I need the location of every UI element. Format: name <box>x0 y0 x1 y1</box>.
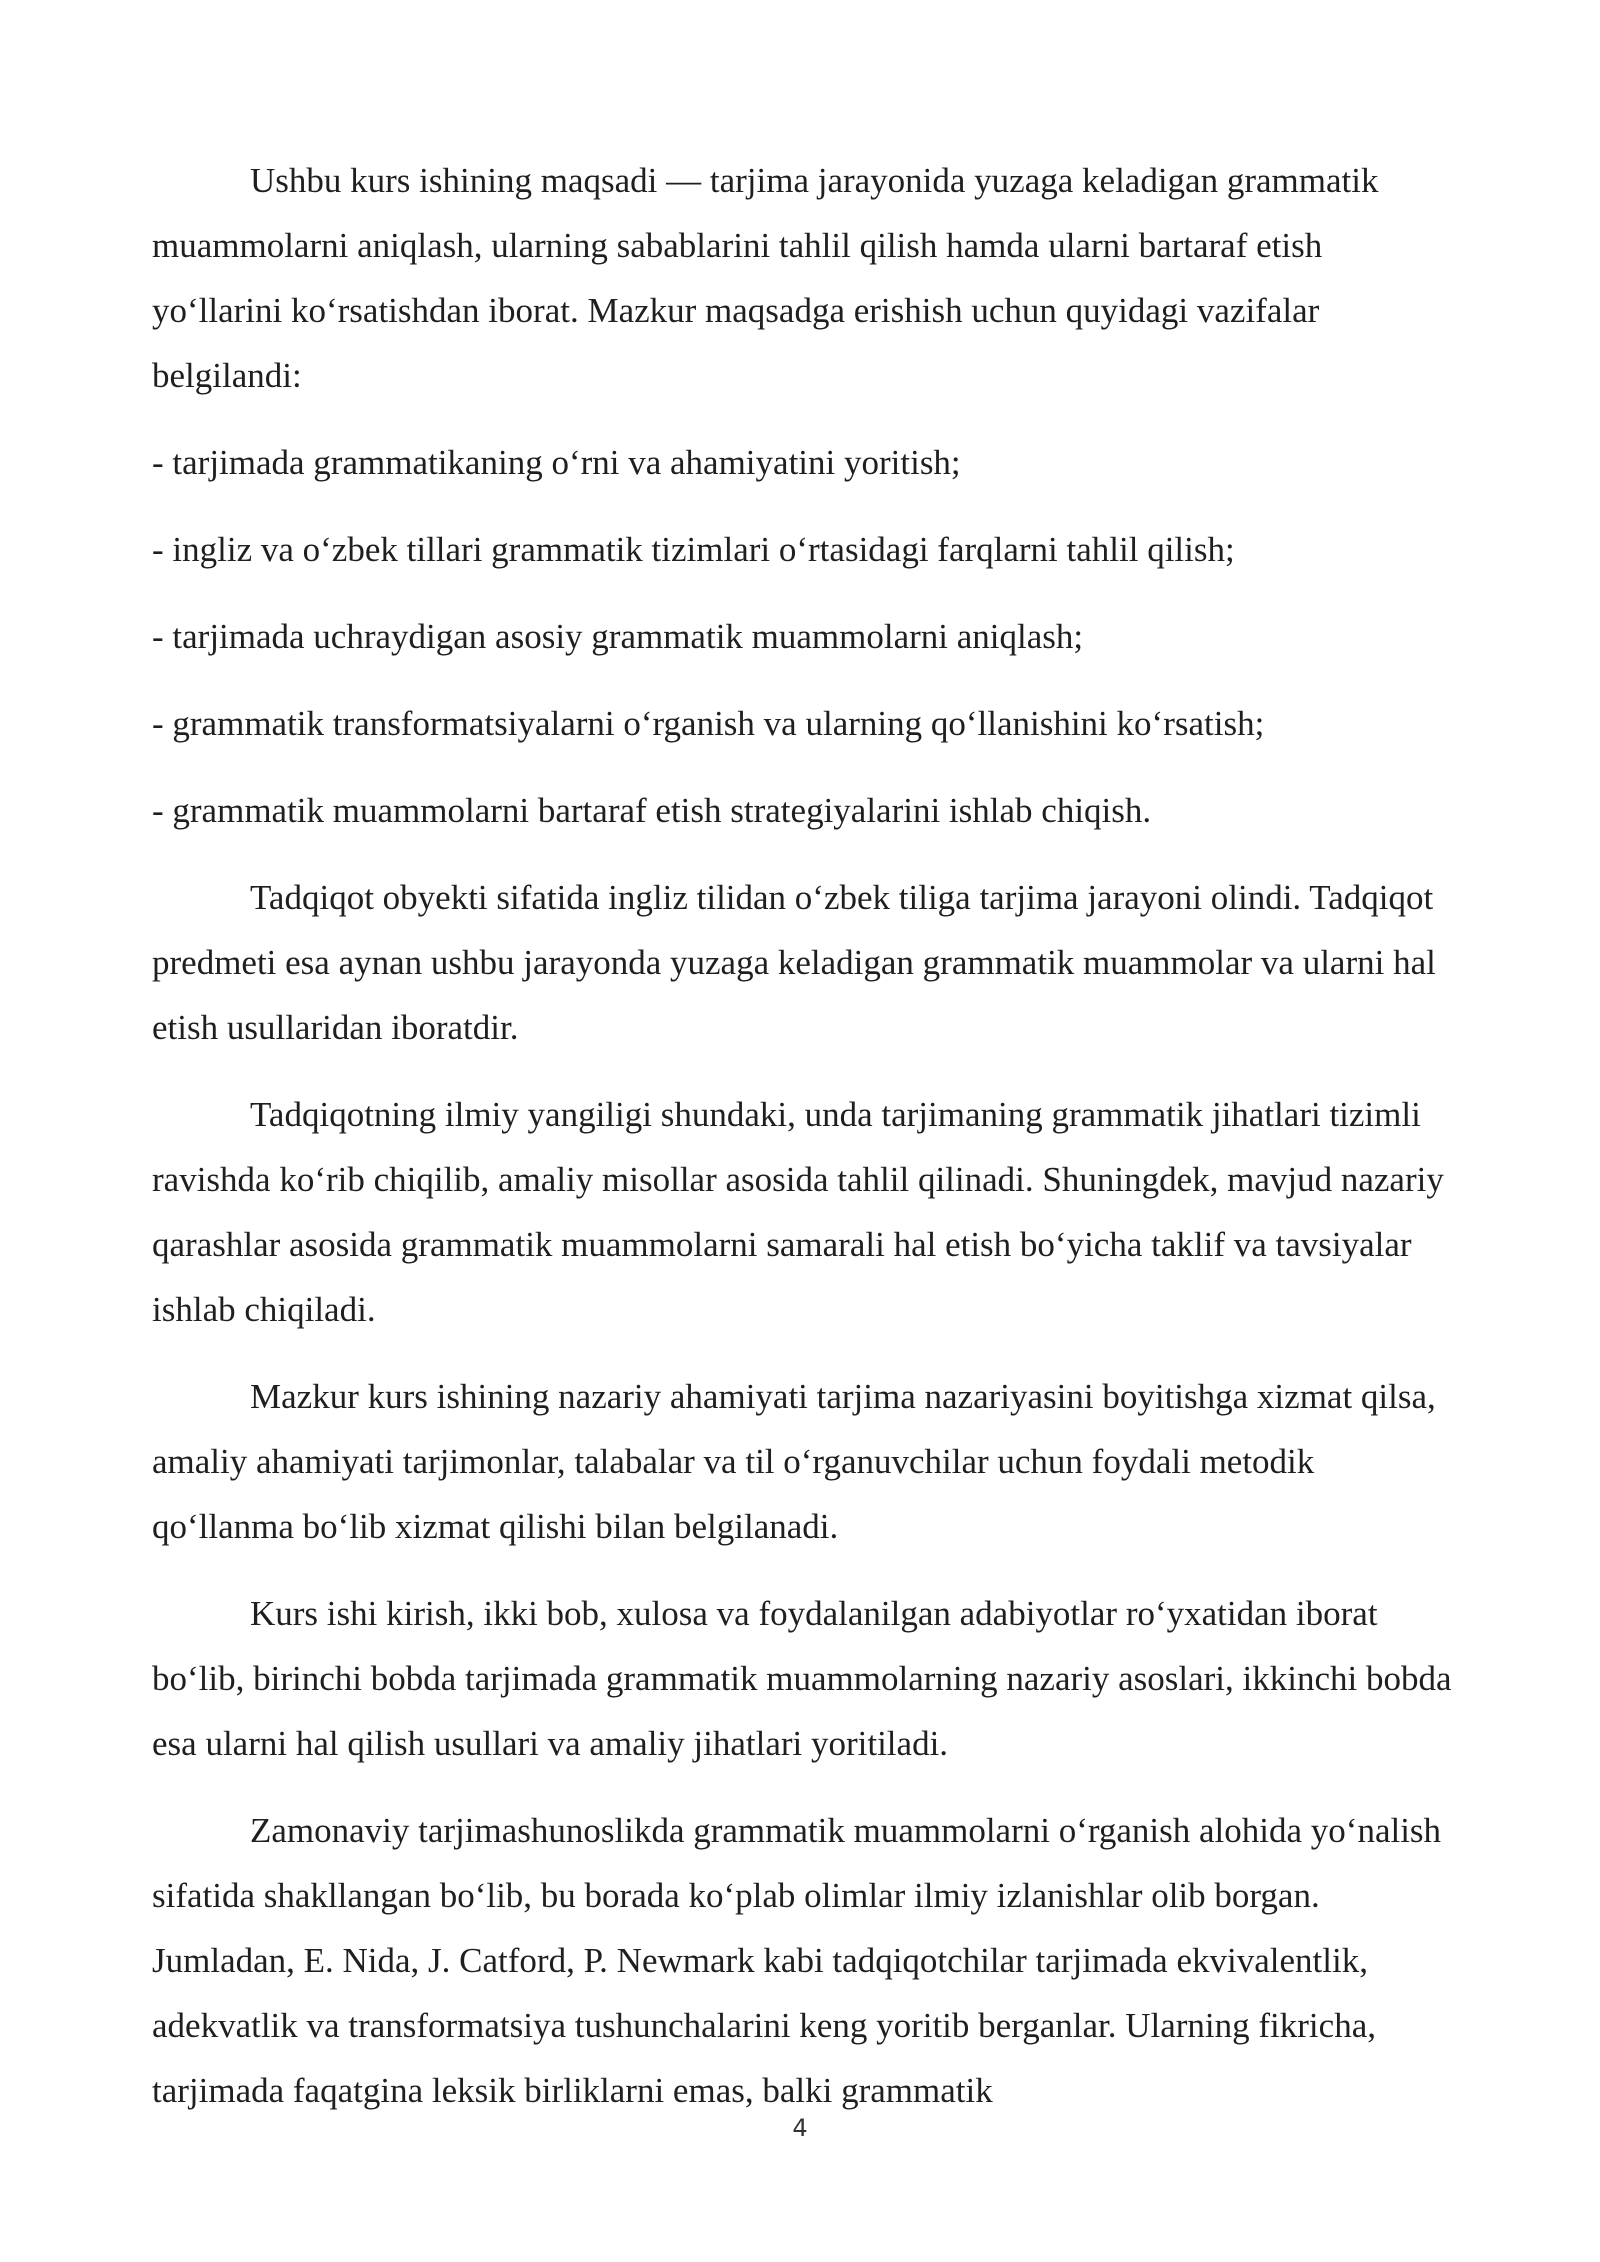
task-list-item: - grammatik muammolarni bartaraf etish strategiyalarini ishlab chiqish. <box>152 791 1152 830</box>
research-object-paragraph: Tadqiqot obyekti sifatida ingliz tilidan o‘zbek tiliga tarjima jarayoni olindi. Tadqiqot predmeti esa aynan ushbu jarayonda yuzaga keladigan grammatik muammolar va ularni hal etish usullaridan iboratdir. <box>152 878 1436 1047</box>
significance-paragraph: Mazkur kurs ishining nazariy ahamiyati tarjima nazariyasini boyitishga xizmat qilsa, amaliy ahamiyati tarjimonlar, talabalar va til o‘rganuvchilar uchun foydali metodik qo‘llanma bo‘lib xizmat qilishi bilan belgilanadi. <box>152 1377 1436 1546</box>
task-list-item: - ingliz va o‘zbek tillari grammatik tizimlari o‘rtasidagi farqlarni tahlil qilish; <box>152 530 1235 569</box>
task-list-item: - tarjimada uchraydigan asosiy grammatik muammolarni aniqlash; <box>152 617 1084 656</box>
literature-review-paragraph: Zamonaviy tarjimashunoslikda grammatik muammolarni o‘rganish alohida yo‘nalish sifatida shakllangan bo‘lib, bu borada ko‘plab olimlar ilmiy izlanishlar olib borgan. Jumladan, E. Nida, J. Catford, P. Newmark kabi tadqiqotchilar tarjimada ekvivalentlik, adekvatlik va transformatsiya tushunchalarini keng yoritib berganlar. Ularning fikricha, tarjimada faqatgina leksik birliklarni emas, balki grammatik <box>152 1811 1442 2110</box>
structure-paragraph: Kurs ishi kirish, ikki bob, xulosa va foydalanilgan adabiyotlar ro‘yxatidan iborat bo‘lib, birinchi bobda tarjimada grammatik muammolarning nazariy asoslari, ikkinchi bobda esa ularni hal qilish usullari va amaliy jihatlari yoritiladi. <box>152 1594 1452 1763</box>
page-body <box>152 148 1452 2145</box>
intro-paragraph: Ushbu kurs ishining maqsadi — tarjima jarayonida yuzaga keladigan grammatik muammolarni aniqlash, ularning sabablarini tahlil qilish hamda ularni bartaraf etish yo‘llarini ko‘rsatishdan iborat. Mazkur maqsadga erishish uchun quyidagi vazifalar belgilandi: <box>152 161 1379 395</box>
task-list-item: - grammatik transformatsiyalarni o‘rganish va ularning qo‘llanishini ko‘rsatish; <box>152 704 1265 743</box>
task-list-item: - tarjimada grammatikaning o‘rni va ahamiyatini yoritish; <box>152 443 961 482</box>
page-number: 4 <box>792 2114 808 2142</box>
scientific-novelty-paragraph: Tadqiqotning ilmiy yangiligi shundaki, unda tarjimaning grammatik jihatlari tizimli ravishda ko‘rib chiqilib, amaliy misollar asosida tahlil qilinadi. Shuningdek, mavjud nazariy qarashlar asosida grammatik muammolarni samarali hal etish bo‘yicha taklif va tavsiyalar ishlab chiqiladi. <box>152 1095 1444 1329</box>
